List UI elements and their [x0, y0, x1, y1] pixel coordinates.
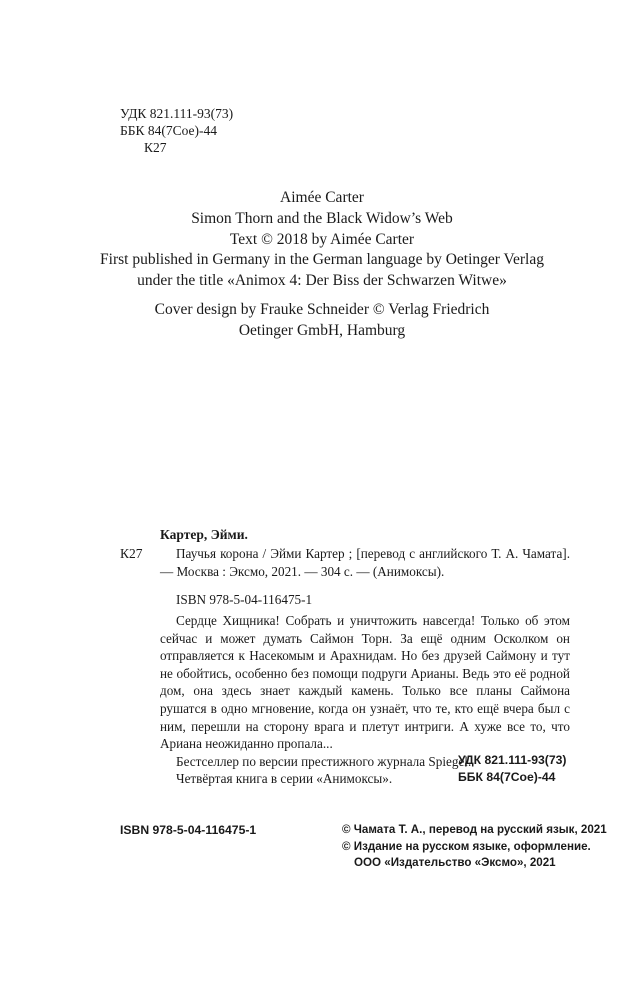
cover-credit-line1: Cover design by Frauke Schneider © Verlag Friedrich: [154, 301, 490, 318]
cover-credit-block: [0, 300, 644, 342]
catalog-codes-right: [400, 752, 570, 786]
cover-credit-line2: Oetinger GmbH, Hamburg: [238, 321, 406, 339]
bestseller-note: Бестселлер по версии престижного журнала Spiegel.: [176, 753, 472, 769]
first-published-note: First published in Germany in the German language by Oetinger Verlag: [100, 251, 544, 269]
series-note: Четвёртая книга в серии «Анимоксы».: [176, 771, 393, 787]
edition-copyright-line1: © Издание на русском языке, оформление.: [342, 839, 591, 853]
catalog-isbn: ISBN 978-5-04-116475-1: [176, 592, 313, 607]
bibliographic-entry: Паучья корона / Эйми Картер ; [перевод с английского Т. А. Чамата]. — Москва : Эксмо, 2021. — 304 с. — (Анимоксы).: [160, 546, 570, 579]
catalog-author-heading: Картер, Эйми.: [160, 527, 248, 542]
bbk-code: ББК 84(7Сое)-44: [120, 123, 218, 138]
original-title-note: under the title «Animox 4: Der Biss der Schwarzen Witwe»: [137, 272, 507, 290]
footer-isbn: ISBN 978-5-04-116475-1: [120, 823, 257, 837]
copyright-author: Aimée Carter: [280, 189, 364, 206]
edition-copyright-line2: ООО «Издательство «Эксмо», 2021: [354, 856, 556, 869]
author-mark: К27: [144, 140, 167, 155]
footer-copyright-block: [342, 822, 607, 872]
text-copyright: Text © 2018 by Aimée Carter: [229, 230, 415, 248]
copyright-block: [0, 188, 644, 292]
udk-code: УДК 821.111-93(73): [120, 106, 234, 121]
original-book-title: Simon Thorn and the Black Widow’s Web: [191, 209, 453, 227]
annotation-text: Сердце Хищника! Собрать и уничтожить навсегда! Только об этом сейчас и может думать Саймон Торн. За ещё одним Осколком он отправляется к Насекомым и Арахнидам. Но без друзей Саймону и тут не обойтись, особенно без помощи подруги Арианы. Ведь это её родной дом, она здесь знает каждый камень. Только все планы Саймона рушатся в одно мгновение, когда он узнаёт, что те, кто ещё вчера был с ним, перешли на сторону врага и плетут интриги. А хуже все то, что Ариана неожиданно пропала...: [160, 613, 570, 752]
translation-copyright: © Чамата Т. А., перевод на русский язык, 2021: [342, 823, 607, 836]
catalog-udk: УДК 821.111-93(73): [458, 753, 567, 767]
catalog-code: К27: [120, 546, 143, 561]
catalog-bbk: ББК 84(7Сое)-44: [458, 770, 556, 784]
